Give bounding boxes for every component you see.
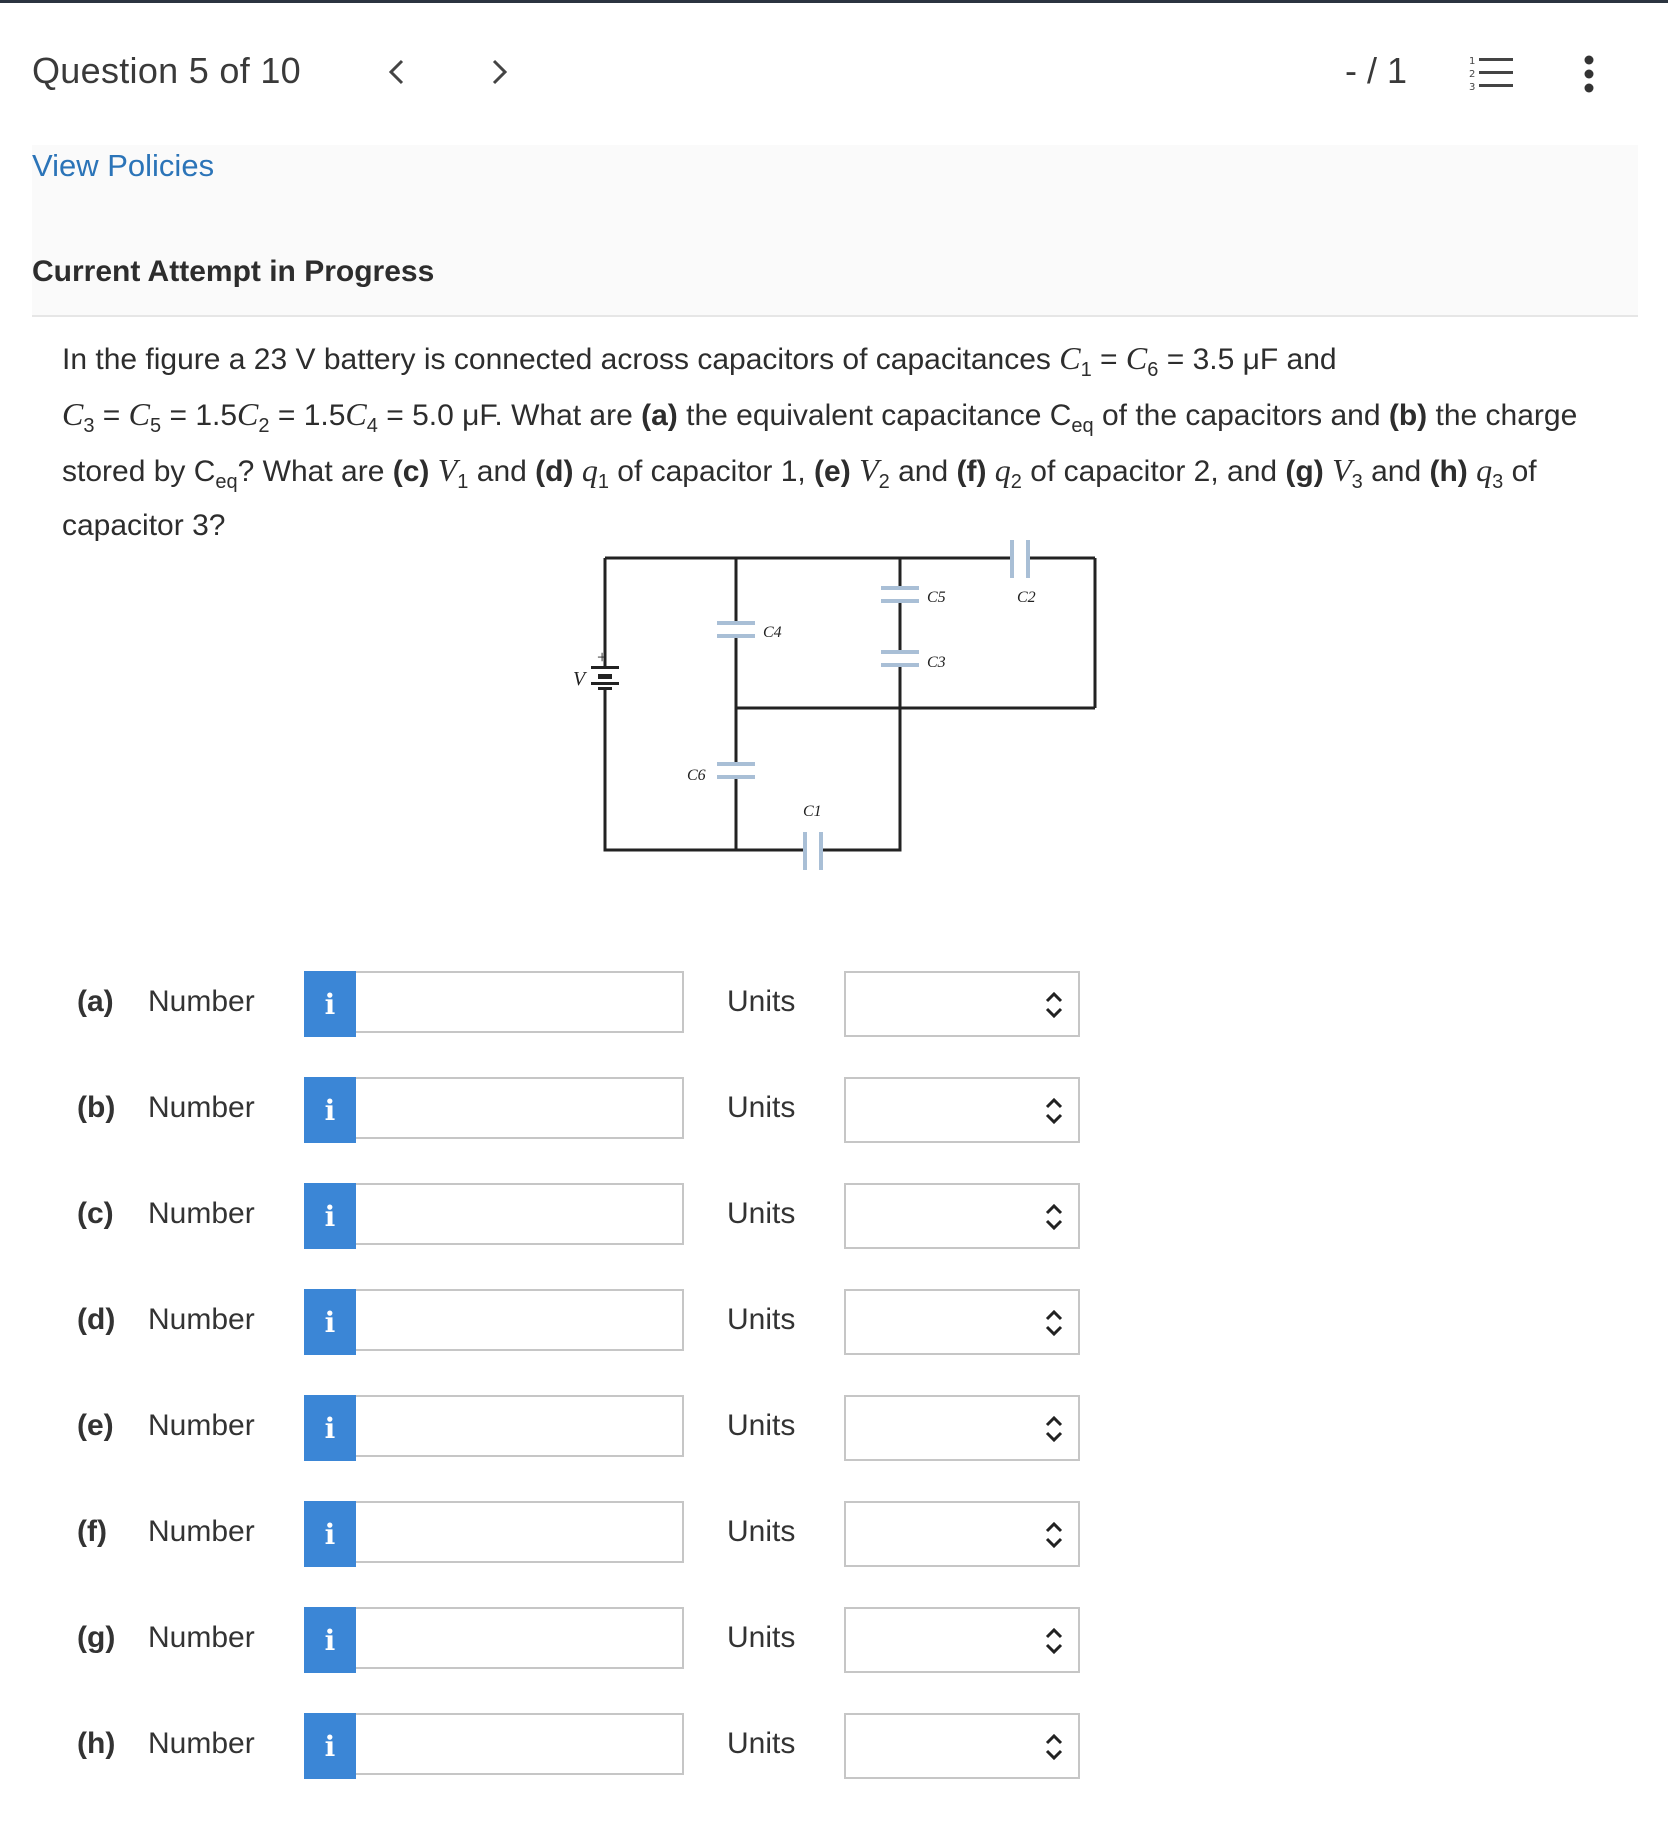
info-button[interactable] xyxy=(304,1713,356,1779)
capacitor-c3-plate xyxy=(881,650,919,654)
chevron-up-down-icon xyxy=(1042,1201,1066,1233)
units-label: Units xyxy=(727,1091,796,1124)
chevron-up-down-icon xyxy=(1042,1095,1066,1127)
info-button[interactable] xyxy=(304,1183,356,1249)
units-label: Units xyxy=(727,1197,796,1230)
part-label: (f) xyxy=(77,1515,107,1548)
info-icon: i xyxy=(324,1517,336,1551)
number-label: Number xyxy=(148,1621,255,1654)
number-input[interactable] xyxy=(356,1501,684,1563)
info-button[interactable] xyxy=(304,1077,356,1143)
question-list-button[interactable] xyxy=(1468,53,1514,93)
answer-row xyxy=(62,1395,1092,1461)
svg-text:1: 1 xyxy=(1469,56,1476,67)
number-label: Number xyxy=(148,1515,255,1548)
question-header xyxy=(0,0,1668,140)
units-select[interactable] xyxy=(844,1607,1080,1673)
info-icon: i xyxy=(324,1093,336,1127)
capacitor-c2-plate xyxy=(1010,540,1014,578)
part-label: (a) xyxy=(77,985,114,1018)
info-button[interactable] xyxy=(304,1289,356,1355)
question-counter: Question 5 of 10 xyxy=(32,50,301,91)
number-input[interactable] xyxy=(356,971,684,1033)
units-select[interactable] xyxy=(844,1289,1080,1355)
info-button[interactable] xyxy=(304,1395,356,1461)
units-label: Units xyxy=(727,1515,796,1548)
chevron-right-icon xyxy=(490,58,510,86)
info-icon: i xyxy=(324,1199,336,1233)
capacitor-c1-plate xyxy=(803,832,807,870)
part-label: (e) xyxy=(77,1409,114,1442)
part-label: (d) xyxy=(77,1303,116,1336)
info-icon: i xyxy=(324,1411,336,1445)
more-vertical-icon xyxy=(1574,54,1604,94)
answer-row xyxy=(62,1501,1092,1567)
capacitor-c5-plate xyxy=(881,586,919,590)
number-label: Number xyxy=(148,1091,255,1124)
part-label: (b) xyxy=(77,1091,116,1124)
number-input[interactable] xyxy=(356,1395,684,1457)
capacitor-c6-plate xyxy=(717,762,755,766)
answer-row xyxy=(62,971,1092,1037)
info-icon: i xyxy=(324,1729,336,1763)
units-label: Units xyxy=(727,1409,796,1442)
chevron-up-down-icon xyxy=(1042,1625,1066,1657)
part-label: (h) xyxy=(77,1727,116,1760)
number-label: Number xyxy=(148,985,255,1018)
units-select[interactable] xyxy=(844,1501,1080,1567)
battery-label: V xyxy=(573,668,586,690)
c5-label: C5 xyxy=(927,589,946,606)
answer-row xyxy=(62,1607,1092,1673)
number-input[interactable] xyxy=(356,1289,684,1351)
number-label: Number xyxy=(148,1409,255,1442)
chevron-up-down-icon xyxy=(1042,1413,1066,1445)
units-label: Units xyxy=(727,1727,796,1760)
numbered-list-icon xyxy=(1468,53,1514,93)
capacitor-c4-plate xyxy=(717,634,755,638)
part-label: (c) xyxy=(77,1197,114,1230)
score-display: - / 1 xyxy=(1345,50,1408,91)
number-label: Number xyxy=(148,1727,255,1760)
number-input[interactable] xyxy=(356,1607,684,1669)
capacitor-c2-plate xyxy=(1026,540,1030,578)
number-input[interactable] xyxy=(356,1183,684,1245)
circuit-figure xyxy=(555,540,1115,880)
answer-row xyxy=(62,1077,1092,1143)
capacitor-c5-plate xyxy=(881,599,919,603)
chevron-up-down-icon xyxy=(1042,1307,1066,1339)
c4-label: C4 xyxy=(763,624,782,641)
info-icon: i xyxy=(324,987,336,1021)
units-select[interactable] xyxy=(844,1713,1080,1779)
more-options-button[interactable] xyxy=(1574,54,1604,94)
number-input[interactable] xyxy=(356,1713,684,1775)
c2-label: C2 xyxy=(1017,589,1036,606)
chevron-up-down-icon xyxy=(1042,1519,1066,1551)
capacitor-c1-plate xyxy=(819,832,823,870)
units-select[interactable] xyxy=(844,1183,1080,1249)
answer-row xyxy=(62,1289,1092,1355)
answer-row xyxy=(62,1713,1092,1779)
info-icon: i xyxy=(324,1623,336,1657)
next-question-button[interactable] xyxy=(480,52,520,92)
number-label: Number xyxy=(148,1303,255,1336)
units-select[interactable] xyxy=(844,1395,1080,1461)
c6-label: C6 xyxy=(687,767,706,784)
info-button[interactable] xyxy=(304,971,356,1037)
svg-text:3: 3 xyxy=(1469,82,1476,93)
chevron-up-down-icon xyxy=(1042,1731,1066,1763)
capacitor-c3-plate xyxy=(881,663,919,667)
number-label: Number xyxy=(148,1197,255,1230)
units-select[interactable] xyxy=(844,1077,1080,1143)
attempt-heading: Current Attempt in Progress xyxy=(32,255,435,288)
info-button[interactable] xyxy=(304,1501,356,1567)
part-label: (g) xyxy=(77,1621,116,1654)
battery-plus-label: + xyxy=(597,647,608,667)
answer-row xyxy=(62,1183,1092,1249)
chevron-up-down-icon xyxy=(1042,989,1066,1021)
capacitor-c4-plate xyxy=(717,621,755,625)
info-icon: i xyxy=(324,1305,336,1339)
number-input[interactable] xyxy=(356,1077,684,1139)
units-label: Units xyxy=(727,985,796,1018)
question-text: In the figure a 23 V battery is connected across capacitors of capacitances $C_1 = C_6 = 3.5$ μF and $C_3 = C_5 = 1.5C_2 = 1.5C_4 = 5.0$ μF. What are (a) the equivalent capacitance $C_{eq}$ of the capacitors and (b) the charge stored by $C_{eq}$? What are (c) $V_1$ and (d) $q_1$ of capacitor 1, (e) $V_2$ and (f) $q_2$ of capacitor 2, and (g) $V_3$ and (h) $q_3$ of capacitor 3? xyxy=(62,340,1578,542)
c3-label: C3 xyxy=(927,654,946,671)
units-select[interactable] xyxy=(844,971,1080,1037)
units-label: Units xyxy=(727,1303,796,1336)
capacitor-c6-plate xyxy=(717,775,755,779)
info-button[interactable] xyxy=(304,1607,356,1673)
previous-question-button[interactable] xyxy=(376,52,416,92)
units-label: Units xyxy=(727,1621,796,1654)
chevron-left-icon xyxy=(386,58,406,86)
battery-symbol xyxy=(591,666,619,690)
svg-text:2: 2 xyxy=(1469,69,1476,80)
view-policies-link[interactable]: View Policies xyxy=(32,148,215,183)
c1-label: C1 xyxy=(803,803,822,820)
